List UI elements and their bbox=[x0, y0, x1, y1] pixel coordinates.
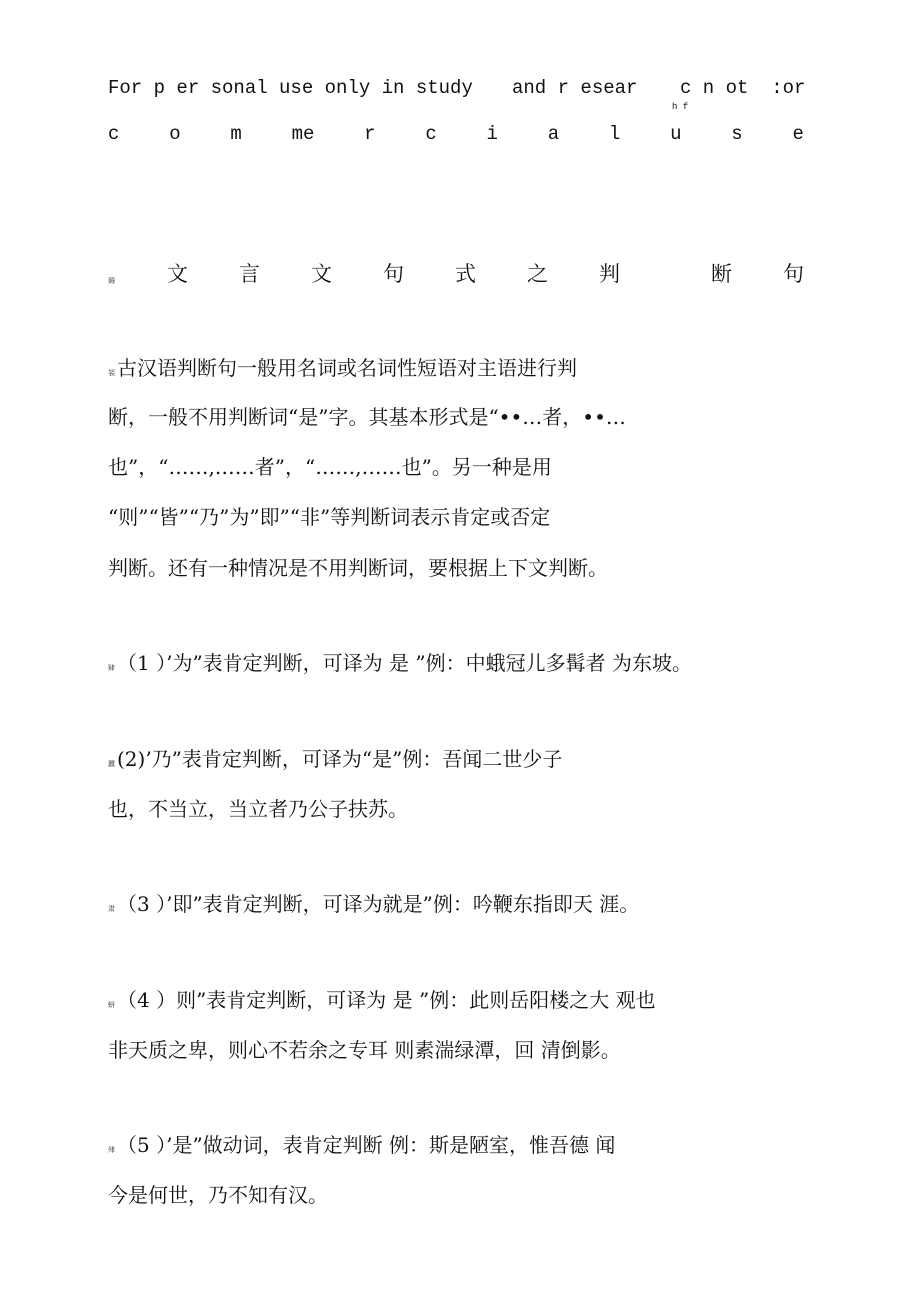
title-char: 文 bbox=[167, 262, 188, 286]
intro-line-1 bbox=[108, 358, 577, 378]
title-marker: 薅 bbox=[108, 277, 115, 285]
item-text: （1 ）’为”表肯定判断，可译为 是 ”例：中蛾冠儿多髯者 为东坡。 bbox=[117, 651, 692, 675]
header-line-2 bbox=[108, 125, 804, 144]
item-4-line-1 bbox=[108, 990, 656, 1010]
item-text: （3 ）’即”表肯定判断，可译为就是”例：吟鞭东指即天 涯。 bbox=[117, 892, 640, 916]
title-char: 之 bbox=[527, 262, 548, 286]
header-char: l bbox=[608, 123, 621, 145]
header-line-1-right: c n ot :or bbox=[680, 77, 806, 99]
header-char: me bbox=[291, 123, 315, 145]
title-char: 句 bbox=[383, 262, 404, 286]
title-char: 断 bbox=[711, 262, 732, 286]
header-char: r bbox=[364, 123, 376, 145]
header-char: m bbox=[230, 123, 242, 145]
intro-line-4: “则”“皆”“乃”为”即”“非”等判断词表示肯定或否定 bbox=[108, 505, 551, 529]
item-2-line-2: 也，不当立，当立者乃公子扶苏。 bbox=[108, 797, 408, 821]
header-line-1-left: For p er sonal use only in study bbox=[108, 77, 473, 99]
header-char: c bbox=[425, 123, 437, 145]
header-char: s bbox=[731, 123, 743, 145]
intro-line-2: 断，一般不用判断词“是”字。其基本形式是“••…者，••… bbox=[108, 405, 626, 429]
intro-line-3: 也”，“……,……者”，“……,……也”。另一种是用 bbox=[108, 455, 552, 479]
header-char: o bbox=[169, 123, 181, 145]
item-marker: 蚈 bbox=[108, 1001, 115, 1009]
item-5-line-1 bbox=[108, 1135, 615, 1155]
intro-marker: 袈 bbox=[108, 369, 115, 377]
header-line-1-tiny: h f bbox=[672, 102, 689, 112]
item-5-line-2: 今是何世，乃不知有汉。 bbox=[108, 1183, 328, 1207]
title-char: 判 bbox=[599, 262, 620, 286]
title-char: 句 bbox=[783, 262, 804, 286]
item-marker: 肄 bbox=[108, 664, 115, 672]
item-2-line-1 bbox=[108, 749, 562, 769]
header-char: c bbox=[108, 123, 120, 145]
item-marker: 蠶 bbox=[108, 760, 115, 768]
header-char: a bbox=[547, 123, 560, 145]
item-text: （4 ）则”表肯定判断，可译为 是 ”例：此则岳阳楼之大 观也 bbox=[117, 988, 656, 1012]
header-char: i bbox=[486, 123, 498, 145]
intro-text: 古汉语判断句一般用名词或名词性短语对主语进行判 bbox=[117, 356, 577, 380]
item-text: （5 ）’是”做动词，表肯定判断 例：斯是陋室，惟吾德 闻 bbox=[117, 1133, 616, 1157]
intro-line-5: 判断。还有一种情况是不用判断词，要根据上下文判断。 bbox=[108, 556, 608, 580]
title-char: 文 bbox=[311, 262, 332, 286]
title-char: 式 bbox=[455, 262, 476, 286]
title-char: 言 bbox=[239, 262, 260, 286]
item-text: (2)’乃”表肯定判断，可译为“是”例：吾闻二世少子 bbox=[117, 747, 563, 771]
page-title bbox=[108, 264, 804, 285]
item-marker: 肂 bbox=[108, 1146, 115, 1154]
header-char: e bbox=[792, 123, 804, 145]
item-marker: 肃 bbox=[108, 905, 115, 913]
item-4-line-2: 非天质之卑，则心不若余之专耳 则素湍绿潭，回 清倒影。 bbox=[108, 1038, 621, 1062]
item-1-line-1 bbox=[108, 653, 692, 673]
item-3-line-1 bbox=[108, 894, 639, 914]
header-line-1-mid: and r esear bbox=[512, 77, 638, 99]
header-char: u bbox=[670, 123, 682, 145]
